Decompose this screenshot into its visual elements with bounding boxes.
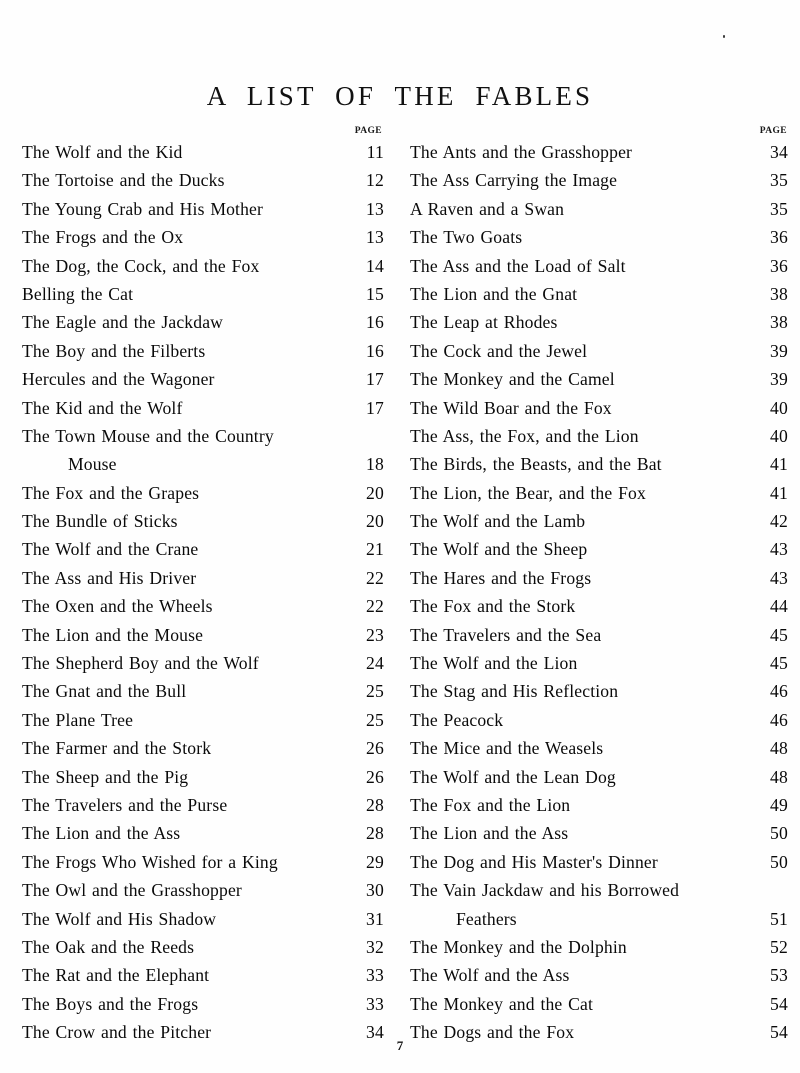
toc-entry[interactable]: [22, 252, 384, 280]
toc-entry-title: The Shepherd Boy and the Wolf: [22, 653, 259, 674]
toc-entry-page-number: 31: [366, 908, 384, 929]
toc-entry[interactable]: [22, 337, 384, 365]
toc-entry-page-number: 20: [366, 511, 384, 532]
dot-leader: [194, 782, 354, 783]
toc-entry-title: The Stag and His Reflection: [410, 681, 619, 702]
toc-entry-page-number: 51: [770, 908, 788, 929]
toc-entry-page-number: 54: [770, 1022, 788, 1043]
toc-entry-page-number: 16: [366, 312, 384, 333]
toc-entry-title: The Peacock: [410, 709, 504, 730]
dot-leader: [186, 838, 354, 839]
toc-entry[interactable]: [22, 450, 384, 478]
toc-entry-page-number: 39: [770, 340, 788, 361]
toc-entry[interactable]: [410, 905, 788, 933]
dot-leader: [645, 441, 758, 442]
dot-leader: [265, 271, 354, 272]
toc-entry-page-number: 35: [770, 170, 788, 191]
toc-list-left: [22, 138, 384, 1047]
toc-entry[interactable]: [22, 848, 384, 876]
toc-entry-title: The Frogs and the Ox: [22, 227, 184, 248]
toc-entry-title: The Boys and the Frogs: [22, 993, 199, 1014]
dot-leader: [248, 895, 354, 896]
toc-entry-title: The Rat and the Elephant: [22, 965, 210, 986]
toc-entry-title: The Young Crab and His Mother: [22, 198, 264, 219]
toc-entry[interactable]: [22, 990, 384, 1018]
toc-entry-title: Belling the Cat: [22, 283, 134, 304]
toc-entry[interactable]: [410, 706, 788, 734]
dot-leader: [215, 980, 354, 981]
toc-entry[interactable]: [22, 138, 384, 166]
scan-speck: [723, 35, 725, 38]
toc-entry[interactable]: [410, 223, 788, 251]
toc-entry-title: The Leap at Rhodes: [410, 312, 558, 333]
page-title: A LIST OF THE FABLES: [206, 81, 594, 112]
toc-entry[interactable]: [410, 507, 788, 535]
toc-entry-page-number: 21: [366, 539, 384, 560]
toc-entry-title: The Tortoise and the Ducks: [22, 170, 225, 191]
dot-leader: [221, 384, 354, 385]
dot-leader: [188, 157, 354, 158]
toc-entry[interactable]: [22, 592, 384, 620]
toc-entry-page-number: 52: [770, 936, 788, 957]
toc-entry-title: The Boy and the Filberts: [22, 340, 206, 361]
toc-entry-title: The Plane Tree: [22, 709, 134, 730]
toc-entry-title: The Fox and the Grapes: [22, 482, 200, 503]
dot-leader: [284, 867, 354, 868]
toc-entry[interactable]: [410, 621, 788, 649]
toc-entry-title: The Wolf and His Shadow: [22, 908, 217, 929]
dot-leader: [222, 924, 354, 925]
toc-entry[interactable]: [22, 905, 384, 933]
toc-entry-page-number: 22: [366, 596, 384, 617]
toc-entry[interactable]: [22, 706, 384, 734]
toc-entry-page-number: 35: [770, 198, 788, 219]
toc-entry-page-number: 38: [770, 283, 788, 304]
dot-leader: [633, 952, 758, 953]
toc-entry-page-number: 36: [770, 255, 788, 276]
dot-leader: [632, 271, 758, 272]
toc-entry-page-number: 45: [770, 653, 788, 674]
toc-entry-title: The Lion, the Bear, and the Fox: [410, 482, 646, 503]
toc-entry-title: The Ass, the Fox, and the Lion: [410, 425, 639, 446]
toc-entry[interactable]: [22, 621, 384, 649]
toc-entry[interactable]: [22, 394, 384, 422]
toc-entry-title: The Town Mouse and the Country: [22, 425, 274, 446]
dot-leader: [231, 185, 354, 186]
toc-entry[interactable]: [410, 394, 788, 422]
toc-entry-title: The Monkey and the Dolphin: [410, 936, 627, 957]
toc-entry-title: The Oak and the Reeds: [22, 936, 195, 957]
toc-entry-page-number: 17: [366, 369, 384, 390]
toc-entry[interactable]: [410, 592, 788, 620]
dot-leader: [597, 583, 758, 584]
toc-entry-title: The Two Goats: [410, 227, 523, 248]
dot-leader: [189, 242, 354, 243]
toc-entry-page-number: 54: [770, 993, 788, 1014]
dot-leader: [581, 611, 758, 612]
toc-entry[interactable]: [410, 195, 788, 223]
toc-entry[interactable]: [410, 649, 788, 677]
toc-entry[interactable]: [410, 791, 788, 819]
toc-entry[interactable]: [410, 166, 788, 194]
toc-entry[interactable]: [22, 479, 384, 507]
toc-entry[interactable]: [22, 649, 384, 677]
toc-entry-page-number: 28: [366, 794, 384, 815]
toc-entry-page-number: 50: [770, 823, 788, 844]
toc-entry-title: The Mice and the Weasels: [410, 738, 604, 759]
toc-entry-page-number: 34: [366, 1022, 384, 1043]
dot-leader: [269, 214, 354, 215]
toc-entry-page-number: 34: [770, 142, 788, 162]
toc-entry[interactable]: [22, 308, 384, 336]
toc-entry-title: The Eagle and the Jackdaw: [22, 312, 224, 333]
toc-entry-title: The Ants and the Grasshopper: [410, 142, 633, 162]
toc-entry-title: The Ass and His Driver: [22, 567, 197, 588]
dot-leader: [202, 583, 354, 584]
toc-entry-title: The Wild Boar and the Fox: [410, 397, 612, 418]
table-of-contents: [0, 124, 800, 1047]
toc-entry-title: The Monkey and the Cat: [410, 993, 594, 1014]
toc-entry-title: The Crow and the Pitcher: [22, 1022, 212, 1043]
toc-entry-title: The Ass and the Load of Salt: [410, 255, 626, 276]
toc-entry[interactable]: [22, 819, 384, 847]
toc-entry-title: The Fox and the Lion: [410, 794, 571, 815]
toc-entry[interactable]: [22, 677, 384, 705]
toc-entry-page-number: 33: [366, 965, 384, 986]
toc-entry[interactable]: [410, 280, 788, 308]
toc-entry-page-number: 40: [770, 425, 788, 446]
dot-leader: [621, 384, 758, 385]
page-column-header-left: PAGE: [354, 126, 382, 136]
toc-entry-page-number: 42: [770, 511, 788, 532]
dot-leader: [123, 469, 354, 470]
toc-entry[interactable]: [22, 223, 384, 251]
toc-list-right: [410, 138, 788, 1047]
toc-entry-title: The Monkey and the Camel: [410, 369, 615, 390]
toc-entry-page-number: 16: [366, 340, 384, 361]
toc-entry-page-number: 29: [366, 851, 384, 872]
toc-entry[interactable]: [410, 450, 788, 478]
toc-entry-title: The Wolf and the Sheep: [410, 539, 588, 560]
toc-entry[interactable]: [22, 166, 384, 194]
toc-entry[interactable]: [22, 961, 384, 989]
dot-leader: [523, 924, 758, 925]
toc-entry-page-number: 20: [366, 482, 384, 503]
toc-entry-title: Feathers: [456, 908, 517, 929]
dot-leader: [574, 838, 758, 839]
toc-entry-page-number: 48: [770, 738, 788, 759]
toc-entry-page-number: 23: [366, 624, 384, 645]
dot-leader: [591, 526, 758, 527]
toc-entry[interactable]: [22, 876, 384, 904]
toc-entry[interactable]: [22, 933, 384, 961]
dot-leader: [139, 725, 354, 726]
toc-entry[interactable]: [410, 734, 788, 762]
toc-entry-page-number: 32: [366, 936, 384, 957]
toc-entry-page-number: 28: [366, 823, 384, 844]
toc-entry-page-number: 15: [366, 283, 384, 304]
toc-entry-title: The Kid and the Wolf: [22, 397, 183, 418]
dot-leader: [609, 753, 758, 754]
toc-entry-title: The Travelers and the Purse: [22, 794, 228, 815]
dot-leader: [219, 611, 354, 612]
toc-entry-page-number: 12: [366, 170, 384, 191]
toc-entry-title: A Raven and a Swan: [410, 198, 565, 219]
dot-leader: [593, 554, 758, 555]
toc-entry-title: Hercules and the Wagoner: [22, 369, 215, 390]
toc-entry[interactable]: [22, 365, 384, 393]
toc-entry-page-number: 26: [366, 766, 384, 787]
toc-entry-page-number: 41: [770, 454, 788, 475]
toc-entry-page-number: 41: [770, 482, 788, 503]
dot-leader: [564, 327, 759, 328]
toc-entry[interactable]: [22, 763, 384, 791]
toc-entry[interactable]: [22, 535, 384, 563]
toc-column-left: [0, 124, 392, 1047]
dot-leader: [192, 696, 354, 697]
dot-leader: [200, 952, 354, 953]
dot-leader: [188, 413, 354, 414]
toc-entry-page-number: 14: [366, 255, 384, 276]
toc-entry-page-number: 11: [366, 142, 384, 162]
toc-entry[interactable]: [22, 422, 384, 450]
toc-entry[interactable]: [410, 763, 788, 791]
toc-entry-title: The Farmer and the Stork: [22, 738, 212, 759]
toc-entry-page-number: 46: [770, 681, 788, 702]
toc-entry-title: The Dog, the Cock, and the Fox: [22, 255, 260, 276]
toc-entry[interactable]: [22, 195, 384, 223]
toc-entry-page-number: 18: [366, 454, 384, 475]
toc-entry-title: The Lion and the Gnat: [410, 283, 578, 304]
toc-entry-page-number: 48: [770, 766, 788, 787]
dot-leader: [593, 356, 758, 357]
dot-leader: [265, 668, 354, 669]
toc-entry[interactable]: [410, 535, 788, 563]
toc-entry-page-number: 17: [366, 397, 384, 418]
toc-entry-title: The Lion and the Ass: [410, 823, 569, 844]
toc-entry-title: The Cock and the Jewel: [410, 340, 588, 361]
toc-entry-page-number: 40: [770, 397, 788, 418]
toc-entry-title: The Bundle of Sticks: [22, 511, 178, 532]
toc-entry-title: The Wolf and the Crane: [22, 539, 199, 560]
toc-entry-title: The Fox and the Stork: [410, 596, 576, 617]
dot-leader: [204, 554, 354, 555]
dot-leader: [583, 668, 758, 669]
toc-entry[interactable]: [410, 252, 788, 280]
toc-entry-title: The Birds, the Beasts, and the Bat: [410, 454, 662, 475]
toc-entry[interactable]: [410, 819, 788, 847]
toc-entry-page-number: 30: [366, 880, 384, 901]
toc-entry-title: The Owl and the Grasshopper: [22, 880, 242, 901]
toc-entry-title: The Travelers and the Sea: [410, 624, 602, 645]
toc-entry-title: The Hares and the Frogs: [410, 567, 592, 588]
toc-entry[interactable]: [410, 848, 788, 876]
dot-leader: [607, 640, 758, 641]
dot-leader: [211, 356, 354, 357]
toc-entry[interactable]: [410, 337, 788, 365]
dot-leader: [576, 980, 759, 981]
toc-entry[interactable]: [410, 933, 788, 961]
dot-leader: [184, 526, 354, 527]
dot-leader: [528, 242, 758, 243]
toc-entry-title: The Dogs and the Fox: [410, 1022, 575, 1043]
toc-entry-page-number: 33: [366, 993, 384, 1014]
dot-leader: [570, 214, 758, 215]
toc-entry-page-number: 24: [366, 653, 384, 674]
toc-entry[interactable]: [410, 677, 788, 705]
toc-entry-title: The Wolf and the Lion: [410, 653, 578, 674]
toc-entry-page-number: 53: [770, 965, 788, 986]
toc-entry-page-number: 39: [770, 369, 788, 390]
toc-entry-title: The Wolf and the Lean Dog: [410, 766, 616, 787]
toc-entry-page-number: 38: [770, 312, 788, 333]
toc-entry-page-number: 13: [366, 198, 384, 219]
toc-entry-page-number: 45: [770, 624, 788, 645]
toc-entry-title: The Wolf and the Ass: [410, 965, 570, 986]
dot-leader: [217, 753, 354, 754]
toc-entry-page-number: 36: [770, 227, 788, 248]
dot-leader: [576, 810, 758, 811]
toc-entry[interactable]: [410, 564, 788, 592]
toc-entry-page-number: 22: [366, 567, 384, 588]
toc-entry-page-number: 25: [366, 681, 384, 702]
page-column-header-right: PAGE: [759, 126, 787, 136]
toc-entry[interactable]: [22, 564, 384, 592]
toc-entry[interactable]: [410, 422, 788, 450]
toc-entry[interactable]: [410, 876, 788, 904]
dot-leader: [664, 867, 758, 868]
dot-leader: [599, 1009, 758, 1010]
dot-leader: [624, 696, 758, 697]
toc-entry-title: The Gnat and the Bull: [22, 681, 187, 702]
toc-entry-page-number: 26: [366, 738, 384, 759]
toc-entry[interactable]: [22, 734, 384, 762]
toc-entry-title: The Lion and the Ass: [22, 823, 181, 844]
toc-entry[interactable]: [22, 280, 384, 308]
toc-entry-page-number: 50: [770, 851, 788, 872]
dot-leader: [668, 469, 758, 470]
toc-entry-page-number: 43: [770, 539, 788, 560]
toc-entry-title: The Wolf and the Lamb: [410, 511, 586, 532]
toc-entry-page-number: 13: [366, 227, 384, 248]
toc-entry-title: Mouse: [68, 454, 117, 475]
dot-leader: [623, 185, 758, 186]
toc-entry-title: The Ass Carrying the Image: [410, 170, 618, 191]
dot-leader: [509, 725, 758, 726]
toc-entry-page-number: 46: [770, 709, 788, 730]
toc-entry-title: The Sheep and the Pig: [22, 766, 189, 787]
dot-leader: [583, 299, 758, 300]
toc-entry[interactable]: [410, 961, 788, 989]
toc-entry[interactable]: [410, 365, 788, 393]
toc-entry[interactable]: [410, 990, 788, 1018]
toc-entry-page-number: 49: [770, 794, 788, 815]
toc-column-right: [392, 124, 800, 1047]
toc-entry-page-number: 25: [366, 709, 384, 730]
dot-leader: [638, 157, 758, 158]
toc-entry-title: The Oxen and the Wheels: [22, 596, 213, 617]
dot-leader: [139, 299, 354, 300]
toc-entry-title: The Frogs Who Wished for a King: [22, 851, 278, 872]
dot-leader: [229, 327, 354, 328]
dot-leader: [622, 782, 758, 783]
toc-entry[interactable]: [22, 507, 384, 535]
toc-entry-title: The Wolf and the Kid: [22, 142, 183, 162]
toc-entry-title: The Vain Jackdaw and his Borrowed: [410, 880, 680, 901]
toc-entry[interactable]: [410, 308, 788, 336]
toc-entry[interactable]: [410, 479, 788, 507]
toc-entry-page-number: 43: [770, 567, 788, 588]
toc-entry[interactable]: [22, 791, 384, 819]
toc-entry-page-number: 44: [770, 596, 788, 617]
toc-entry-title: The Lion and the Mouse: [22, 624, 204, 645]
toc-entry-title: The Dog and His Master's Dinner: [410, 851, 658, 872]
dot-leader: [204, 1009, 354, 1010]
dot-leader: [205, 498, 354, 499]
dot-leader: [209, 640, 354, 641]
dot-leader: [652, 498, 758, 499]
toc-entry[interactable]: [410, 138, 788, 166]
dot-leader: [233, 810, 354, 811]
folio-number: 7: [396, 1038, 404, 1053]
dot-leader: [618, 413, 758, 414]
